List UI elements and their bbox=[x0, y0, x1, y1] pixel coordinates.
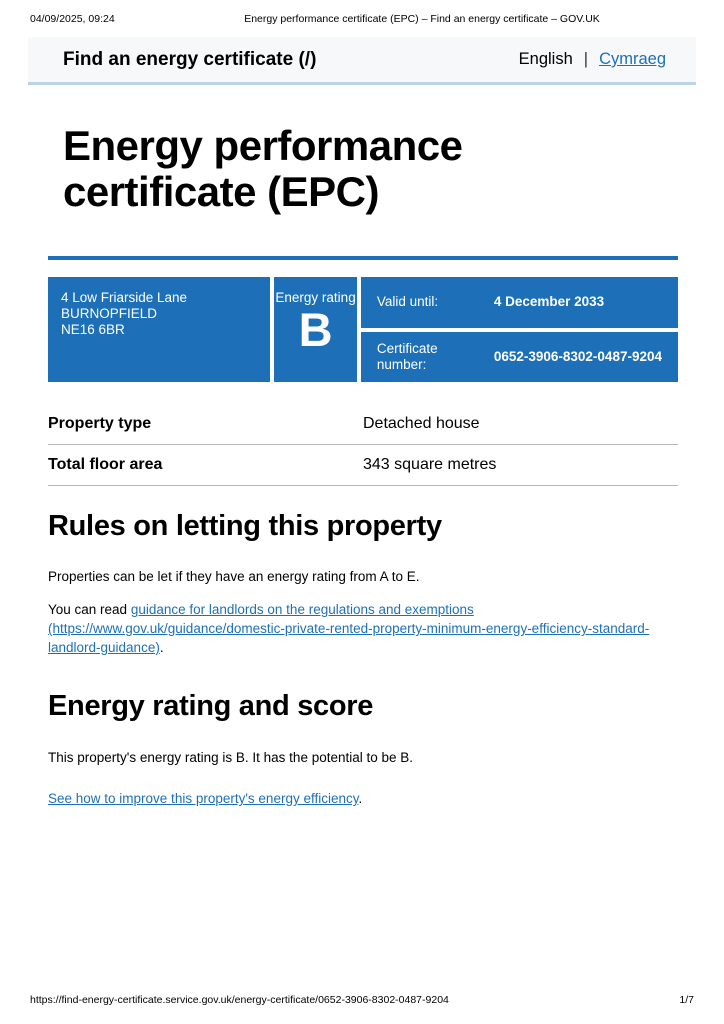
landlord-guidance-link[interactable]: guidance for landlords on the regulations and exemptions (https://www.gov.uk/guidance/domestic-private-rented-property-minimum-energy-efficiency-standard-landlord-guidance) bbox=[48, 602, 650, 655]
service-name-link[interactable]: Find an energy certificate (/) bbox=[63, 48, 317, 70]
print-doc-title: Energy performance certificate (EPC) – Find an energy certificate – GOV.UK bbox=[244, 13, 600, 25]
certificate-details bbox=[361, 277, 678, 382]
total-floor-area-value: 343 square metres bbox=[363, 445, 678, 486]
address-line-1: 4 Low Friarside Lane bbox=[61, 290, 188, 305]
certificate-number-value: 0652-3906-8302-0487-9204 bbox=[493, 348, 662, 364]
rules-section-heading: Rules on letting this property bbox=[48, 510, 442, 542]
certificate-number-label: Certificate number: bbox=[376, 340, 438, 372]
valid-until-row bbox=[361, 277, 678, 328]
section-divider-rule bbox=[48, 256, 678, 260]
table-row bbox=[48, 404, 678, 445]
total-floor-area-label: Total floor area bbox=[48, 445, 363, 486]
guidance-paragraph bbox=[48, 600, 664, 657]
property-type-label: Property type bbox=[48, 404, 363, 445]
page-title: Energy performance certificate (EPC) bbox=[63, 122, 463, 215]
improve-suffix: . bbox=[358, 791, 363, 806]
table-row bbox=[48, 445, 678, 486]
energy-rating-value: B bbox=[298, 303, 333, 356]
rules-paragraph: Properties can be let if they have an energy rating from A to E. bbox=[48, 569, 420, 584]
certificate-summary-box bbox=[48, 277, 678, 382]
guidance-suffix: . bbox=[159, 640, 164, 655]
improve-efficiency-link[interactable]: See how to improve this property's energy efficiency bbox=[48, 791, 359, 806]
improve-paragraph bbox=[48, 789, 678, 808]
valid-until-label: Valid until: bbox=[376, 294, 439, 310]
print-footer-url: https://find-energy-certificate.service.gov.uk/energy-certificate/0652-3906-8302-0487-9204 bbox=[30, 994, 449, 1006]
score-paragraph: This property's energy rating is B. It has the potential to be B. bbox=[48, 750, 414, 765]
print-datetime: 04/09/2025, 09:24 bbox=[30, 13, 115, 25]
energy-rating-panel bbox=[274, 277, 357, 382]
score-section-heading: Energy rating and score bbox=[48, 690, 374, 722]
valid-until-value: 4 December 2033 bbox=[493, 294, 605, 310]
property-type-value: Detached house bbox=[363, 404, 678, 445]
main-content bbox=[48, 0, 678, 808]
certificate-number-row bbox=[361, 332, 678, 383]
energy-rating-label: Energy rating bbox=[275, 290, 356, 305]
language-current: English bbox=[518, 50, 573, 68]
language-divider: | bbox=[583, 50, 589, 68]
guidance-prefix: You can read bbox=[48, 602, 131, 617]
address-line-2: BURNOPFIELD bbox=[61, 306, 158, 321]
property-address bbox=[48, 277, 270, 382]
print-footer-page-indicator: 1/7 bbox=[679, 994, 694, 1006]
language-link-cymraeg[interactable]: Cymraeg bbox=[599, 50, 666, 68]
property-summary-table bbox=[48, 404, 678, 486]
address-line-3: NE16 6BR bbox=[61, 322, 125, 337]
